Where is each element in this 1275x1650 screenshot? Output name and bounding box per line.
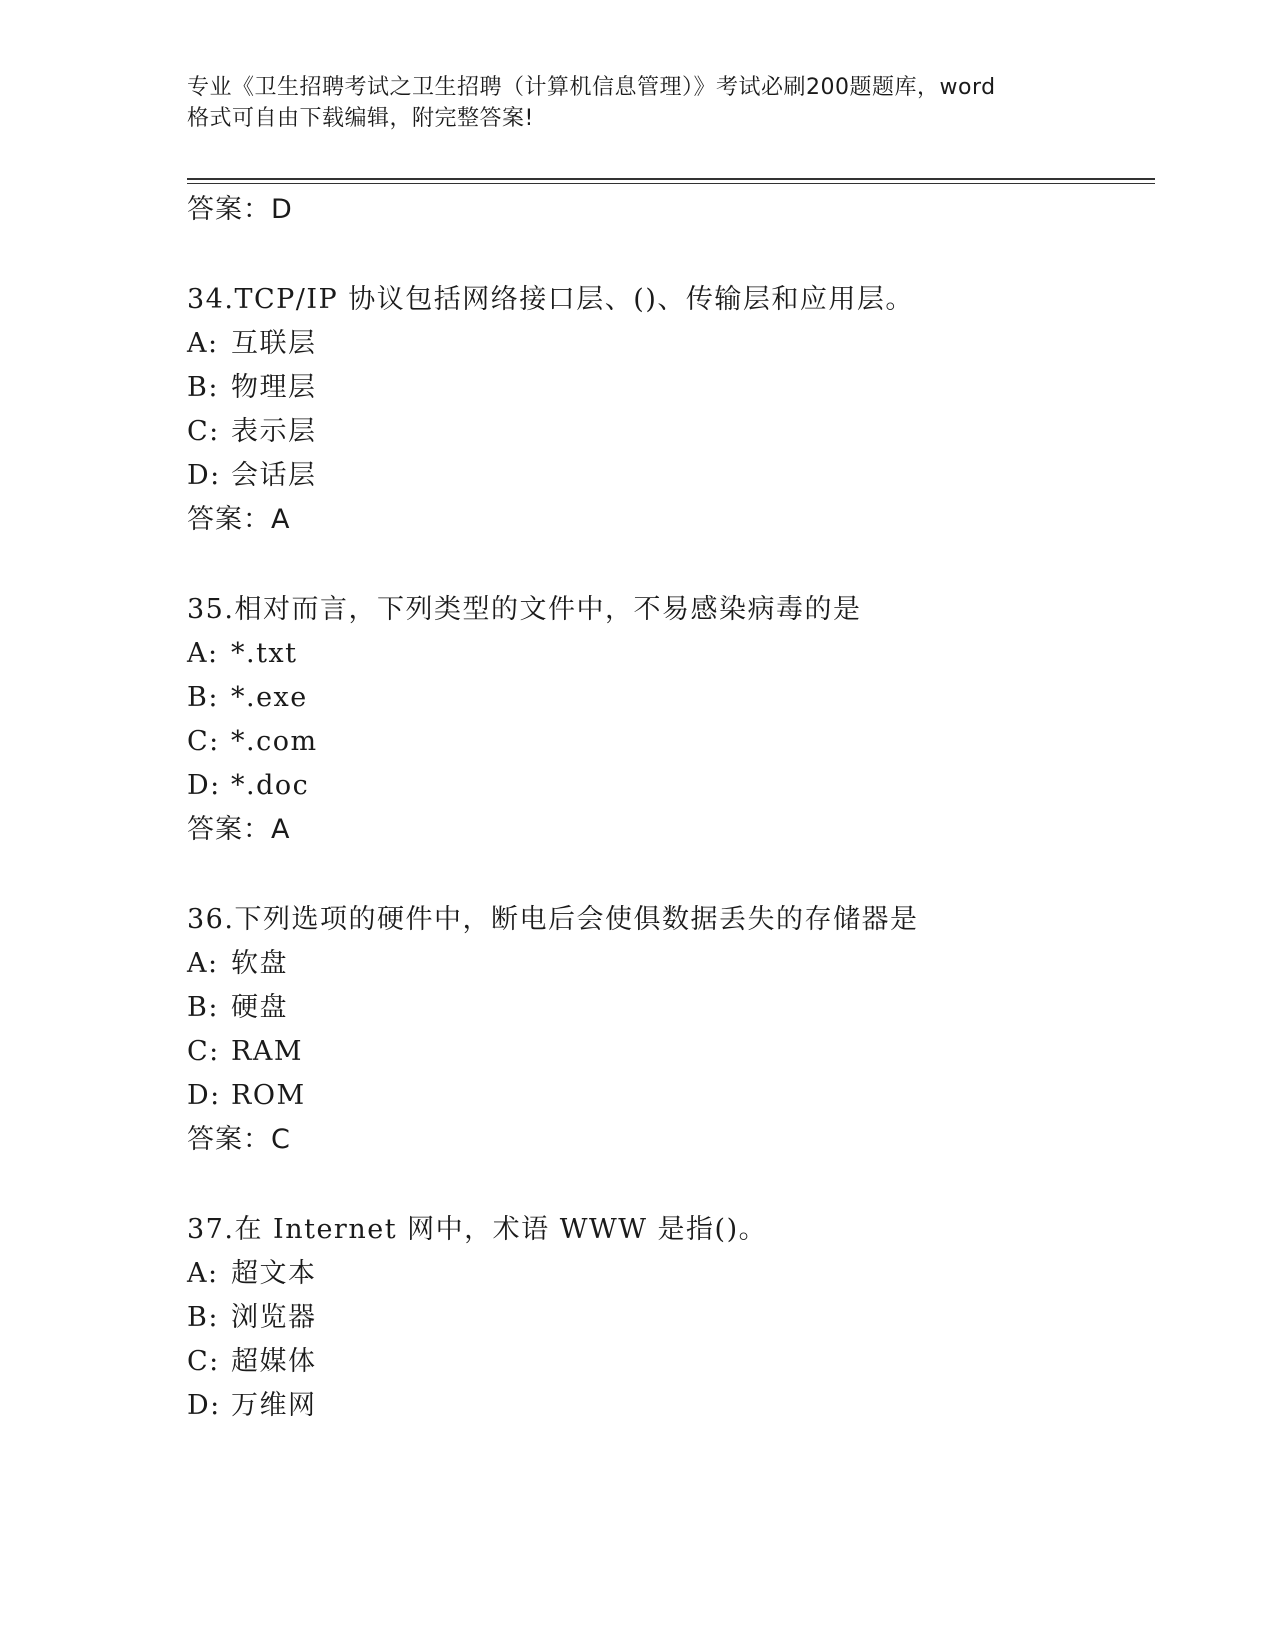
option-a [187,1256,317,1292]
option-text: 物理层 [231,372,317,403]
question-37 [187,1212,767,1248]
option-d [187,768,309,804]
question-text: 相对而言，下列类型的文件中，不易感染病毒的是 [234,594,862,625]
header-divider-thin [187,183,1155,184]
option-b [187,370,317,406]
option-text: 超文本 [231,1258,317,1289]
answer-line [187,192,293,228]
question-36 [187,902,918,938]
option-d [187,458,317,494]
option-text: 互联层 [231,328,317,359]
option-text: *.txt [231,638,298,669]
option-text: *.exe [231,682,308,713]
answer-label: 答案： [187,504,271,535]
option-letter: A: [187,1258,219,1289]
option-text: 软盘 [231,948,288,979]
option-letter: A: [187,638,219,669]
option-letter: C: [187,1036,220,1067]
option-c [187,414,317,450]
option-text: 硬盘 [231,992,288,1023]
option-b [187,680,308,716]
option-letter: C: [187,726,220,757]
question-number: 36. [187,904,235,935]
question-text: 下列选项的硬件中，断电后会使俱数据丢失的存储器是 [234,904,919,935]
option-a [187,326,317,362]
option-d [187,1388,317,1424]
question-number: 37. [187,1214,235,1245]
answer-line [187,1122,291,1158]
answer-label: 答案： [187,1124,271,1155]
option-text: 超媒体 [231,1346,317,1377]
option-text: 会话层 [231,460,317,491]
option-a [187,636,298,672]
option-letter: C: [187,416,220,447]
answer-line [187,812,290,848]
header-line-1: 专业《卫生招聘考试之卫生招聘（计算机信息管理）》考试必刷200题题库，word [187,75,996,100]
option-d [187,1078,306,1114]
option-letter: C: [187,1346,220,1377]
option-text: *.com [231,726,318,757]
answer-line [187,502,290,538]
answer-label: 答案： [187,194,271,225]
option-a [187,946,288,982]
header-line-2: 格式可自由下载编辑，附完整答案! [187,106,534,131]
question-35 [187,592,861,628]
question-text: TCP/IP 协议包括网络接口层、()、传输层和应用层。 [234,284,914,315]
option-letter: A: [187,948,219,979]
answer-value: C [271,1124,291,1155]
option-letter: B: [187,682,219,713]
option-text: ROM [231,1080,306,1111]
option-text: *.doc [231,770,310,801]
answer-value: D [271,194,293,225]
option-text: 万维网 [231,1390,317,1421]
option-c [187,724,318,760]
answer-label: 答案： [187,814,271,845]
option-letter: D: [187,1390,221,1421]
option-letter: D: [187,460,221,491]
answer-value: A [271,504,291,535]
option-text: RAM [231,1036,303,1067]
answer-value: A [271,814,291,845]
option-b [187,1300,317,1336]
document-header [187,72,1087,134]
option-letter: A: [187,328,219,359]
option-letter: B: [187,1302,219,1333]
question-34 [187,282,914,318]
option-letter: B: [187,372,219,403]
question-number: 34. [187,284,235,315]
option-text: 浏览器 [231,1302,317,1333]
option-letter: D: [187,770,221,801]
option-letter: B: [187,992,219,1023]
question-text: 在 Internet 网中，术语 WWW 是指()。 [234,1214,768,1245]
question-number: 35. [187,594,235,625]
option-c [187,1034,303,1070]
option-letter: D: [187,1080,221,1111]
header-divider-thick [187,178,1155,180]
option-text: 表示层 [231,416,317,447]
option-c [187,1344,317,1380]
option-b [187,990,288,1026]
